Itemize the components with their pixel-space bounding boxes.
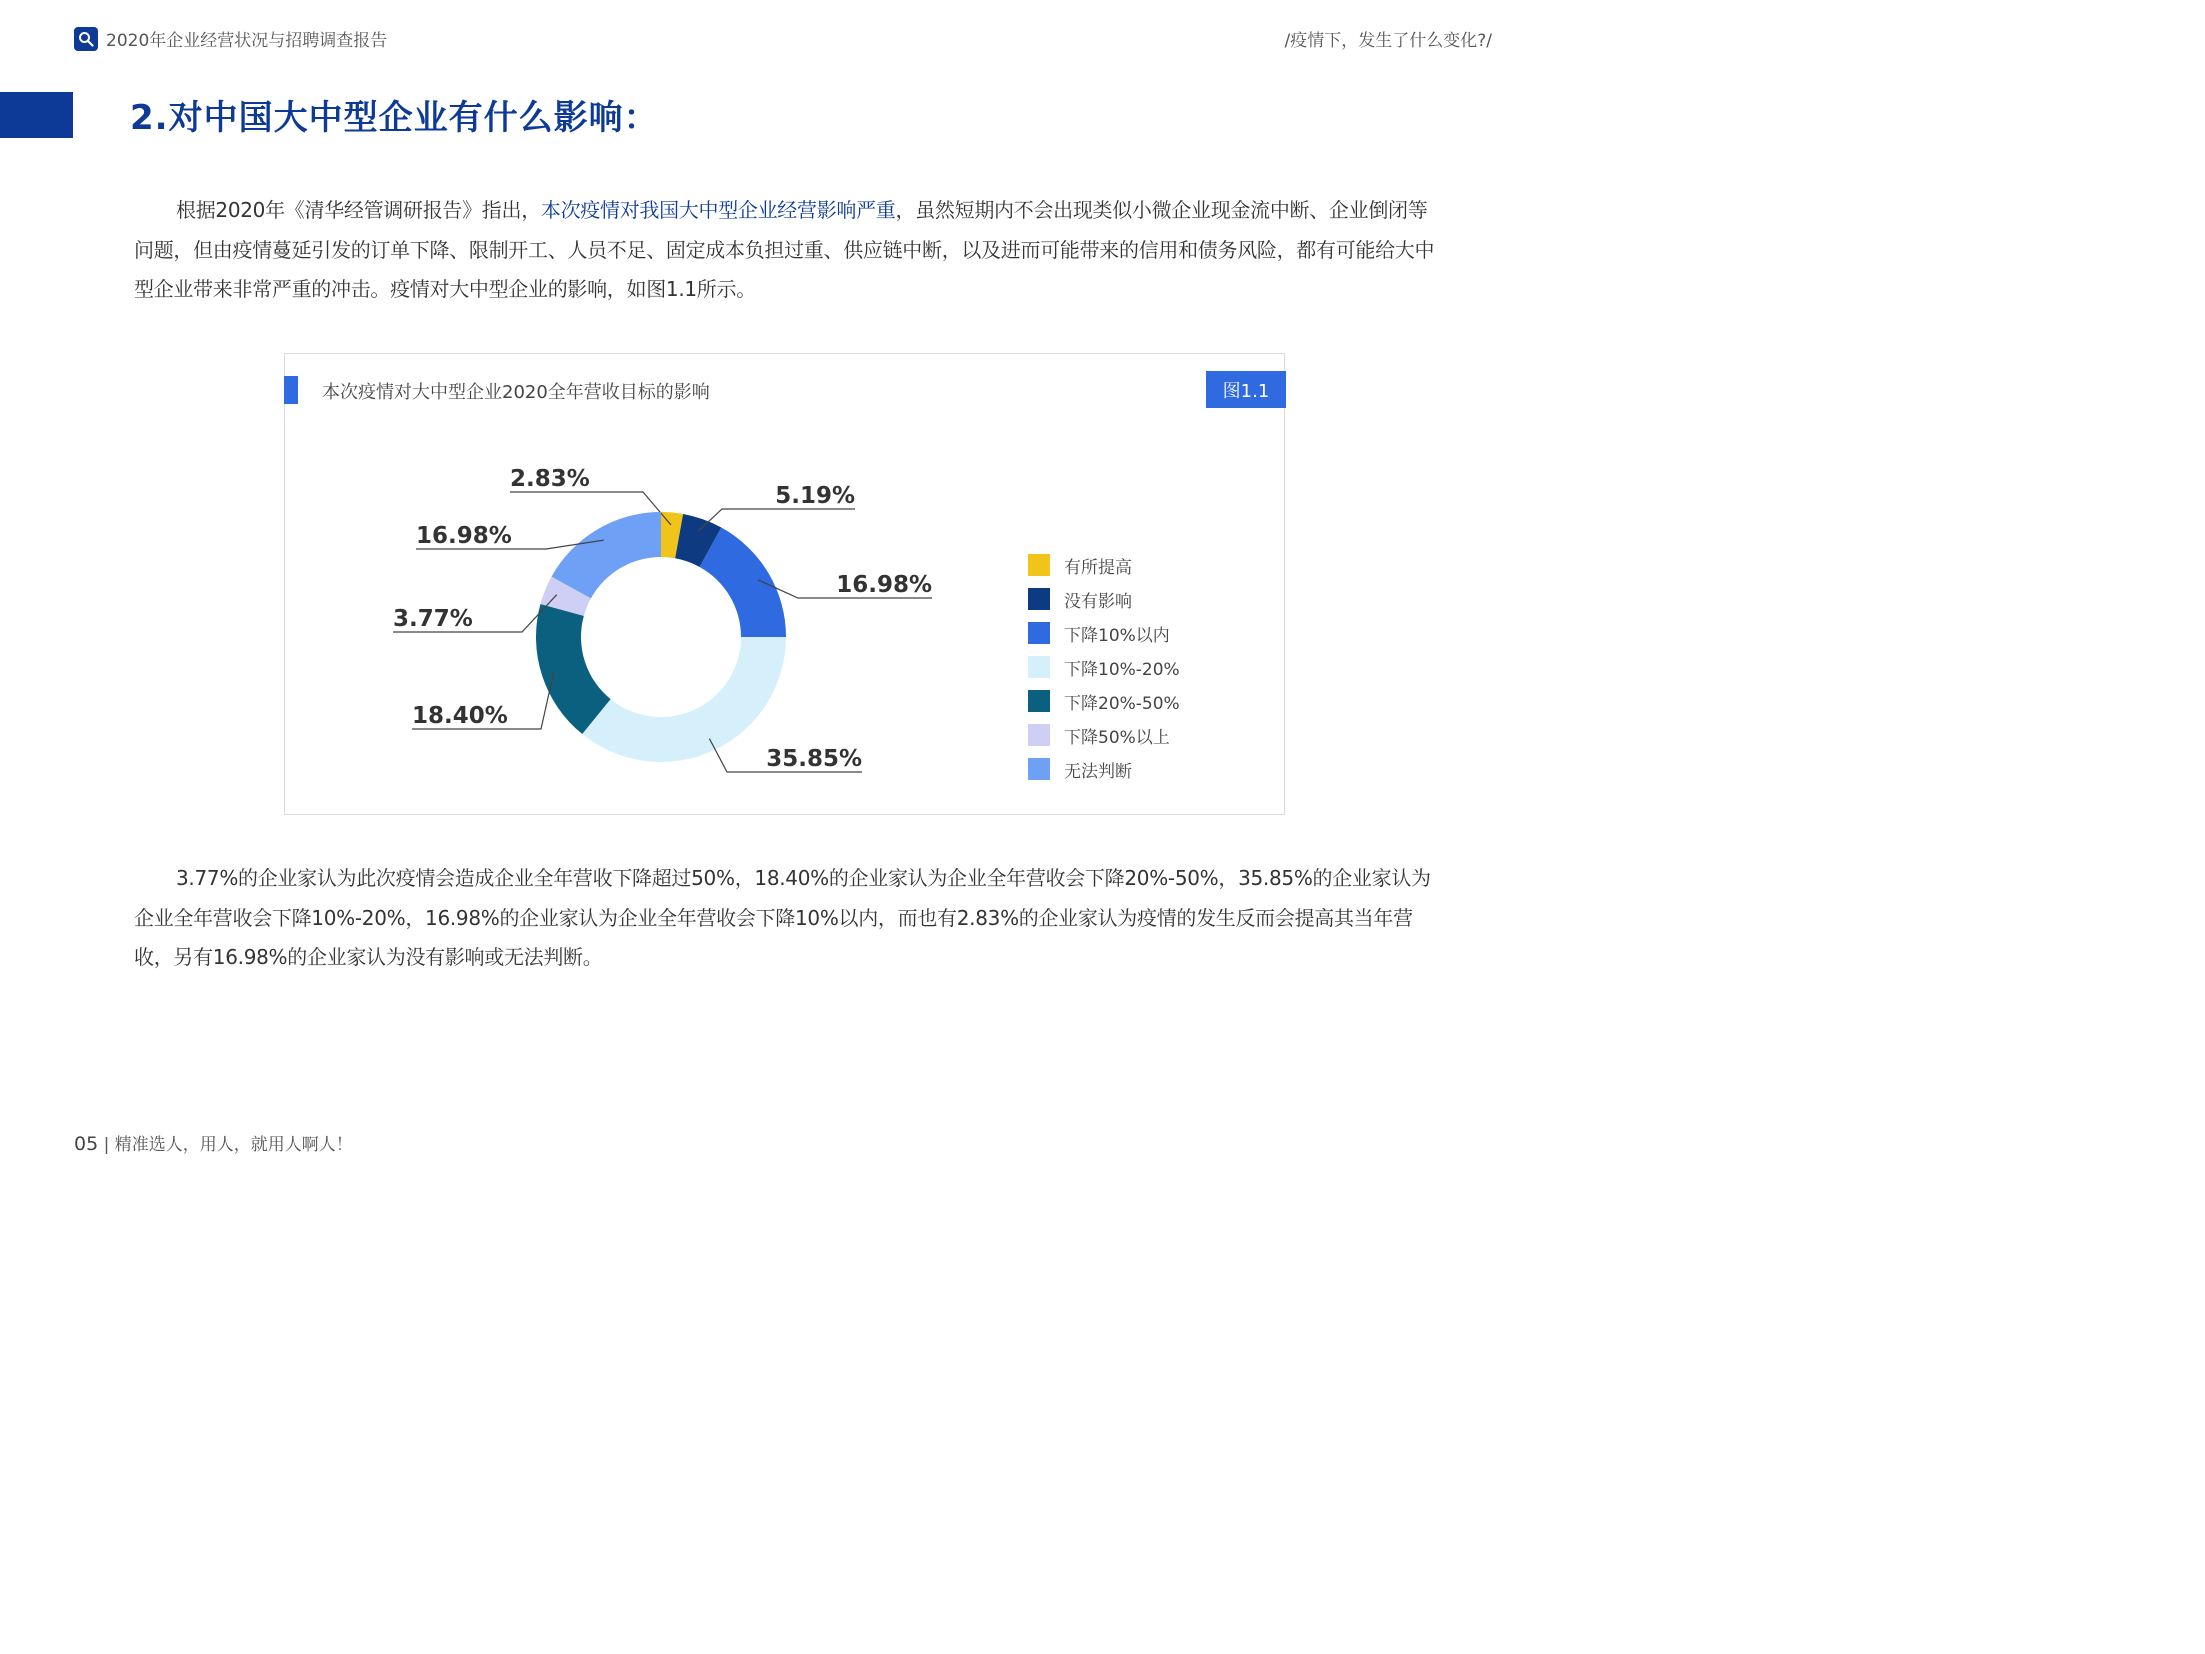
data-label-有所提高: 2.83%: [510, 466, 590, 492]
header-tagline: /疫情下，发生了什么变化?/: [1284, 31, 1492, 51]
page-number: 05: [74, 1133, 99, 1155]
legend-label: 下降10%-20%: [1064, 659, 1180, 680]
legend-item-下降50pct以上: [1028, 718, 1180, 752]
conclusion-paragraph: 3.77%的企业家认为此次疫情会造成企业全年营收下降超过50%，18.40%的企业家认为企业全年营收会下降20%-50%，35.85%的企业家认为企业全年营收会下降10%-20%，16.98%的企业家认为企业全年营收会下降10%以内，而也有2.83%的企业家认为疫情的发生反而会提高其当年营收，另有16.98%的企业家认为没有影响或无法判断。: [134, 866, 1431, 969]
legend-label: 下降10%以内: [1064, 625, 1170, 646]
data-label-下降10pct-20pct: 35.85%: [766, 746, 862, 772]
legend-label: 无法判断: [1064, 761, 1132, 782]
footer-separator: |: [103, 1135, 110, 1155]
footer: [74, 1130, 353, 1155]
legend-label: 没有影响: [1064, 591, 1132, 612]
data-label-下降50pct以上: 3.77%: [393, 606, 473, 632]
legend-item-有所提高: [1028, 548, 1180, 582]
legend-item-没有影响: [1028, 582, 1180, 616]
figure-badge: 图1.1: [1206, 371, 1286, 408]
donut-slice-无法判断: [552, 512, 661, 598]
donut-slice-下降10pct-20pct: [582, 637, 786, 762]
legend-label: 下降20%-50%: [1064, 693, 1180, 714]
chart-title: 本次疫情对大中型企业2020全年营收目标的影响: [322, 382, 710, 403]
legend-label: 下降50%以上: [1064, 727, 1170, 748]
legend-item-下降10pct以内: [1028, 616, 1180, 650]
legend-swatch: [1028, 622, 1050, 644]
leader-line-没有影响: [699, 509, 855, 531]
legend-item-下降20pct-50pct: [1028, 684, 1180, 718]
legend-swatch: [1028, 656, 1050, 678]
intro-highlight: 本次疫情对我国大中型企业经营影响严重: [540, 198, 896, 222]
footer-slogan: 精准选人，用人，就用人啊人！: [114, 1135, 353, 1155]
intro-text-1: 根据2020年《清华经管调研报告》指出，: [176, 198, 541, 222]
legend-item-下降10pct-20pct: [1028, 650, 1180, 684]
donut-slice-下降10pct以内: [700, 528, 786, 637]
section-title: 2.对中国大中型企业有什么影响：: [130, 98, 659, 138]
legend-swatch: [1028, 554, 1050, 576]
legend-swatch: [1028, 690, 1050, 712]
legend-item-无法判断: [1028, 752, 1180, 786]
data-label-下降10pct以内: 16.98%: [836, 572, 932, 598]
data-label-没有影响: 5.19%: [775, 483, 855, 509]
legend-swatch: [1028, 588, 1050, 610]
report-title: 2020年企业经营状况与招聘调查报告: [106, 31, 388, 51]
data-label-无法判断: 16.98%: [416, 523, 512, 549]
data-label-下降20pct-50pct: 18.40%: [412, 703, 508, 729]
legend-swatch: [1028, 758, 1050, 780]
chart-legend: [1028, 548, 1180, 786]
legend-label: 有所提高: [1064, 557, 1132, 578]
intro-text-2: ，虽然短期内不会出现类似小微企业现金流中断、企业倒闭等问题，但由疫情蔓延引发的订单下降、限制开工、人员不足、固定成本负担过重、供应链中断，以及进而可能带来的信用和债务风险，都有可能给大中型企业带来非常严重的冲击。疫情对大中型企业的影响，如图1.1所示。: [134, 198, 1435, 301]
legend-swatch: [1028, 724, 1050, 746]
